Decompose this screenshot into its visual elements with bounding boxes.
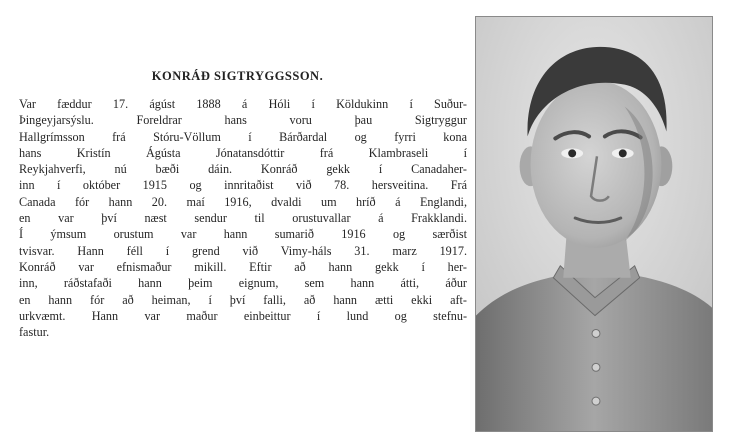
article-line: en hann fór að heiman, í því falli, að hann ætti ekki aft- xyxy=(19,292,467,307)
article-line: Canada fór hann 20. maí 1916, dvaldi um hríð á Englandi, xyxy=(19,194,467,209)
article-line: en var því næst sendur til orustuvallar á Frakklandi. xyxy=(19,211,467,226)
article-line: urkvæmt. Hann var maður einbeittur í lund og stefnu- xyxy=(19,308,467,323)
portrait-photo xyxy=(475,16,713,432)
article-line: Hallgrímsson frá Stóru-Völlum í Bárðardal og fyrri kona xyxy=(19,129,467,144)
article-line: inn í október 1915 og innritaðist við 78. hersveitina. Frá xyxy=(19,178,467,193)
article-line: inn, ráðstafaði hann þeim eignum, sem hann átti, áður xyxy=(19,276,467,291)
article-line: Þingeyjarsýslu. Foreldrar hans voru þau Sigtryggur xyxy=(19,113,467,128)
article-line: fastur. xyxy=(19,325,50,340)
article-line: Reykjahverfi, nú bæði dáin. Konráð gekk í Canadaher- xyxy=(19,162,467,177)
article-body xyxy=(19,96,467,340)
article-line: hans Kristín Ágústa Jónatansdóttir frá Klambraseli í xyxy=(19,145,467,160)
article-line: Var fæddur 17. ágúst 1888 á Hóli í Köldukinn í Suður- xyxy=(19,97,467,111)
article-line: Konráð var efnismaður mikill. Eftir að hann gekk í her- xyxy=(19,259,467,274)
article-title: KONRÁÐ SIGTRYGGSSON. xyxy=(151,69,324,83)
article-line: Í ýmsum orustum var hann sumarið 1916 og særðist xyxy=(19,227,467,242)
article-line: tvisvar. Hann féll í grend við Vimy-háls 31. marz 1917. xyxy=(19,243,467,258)
